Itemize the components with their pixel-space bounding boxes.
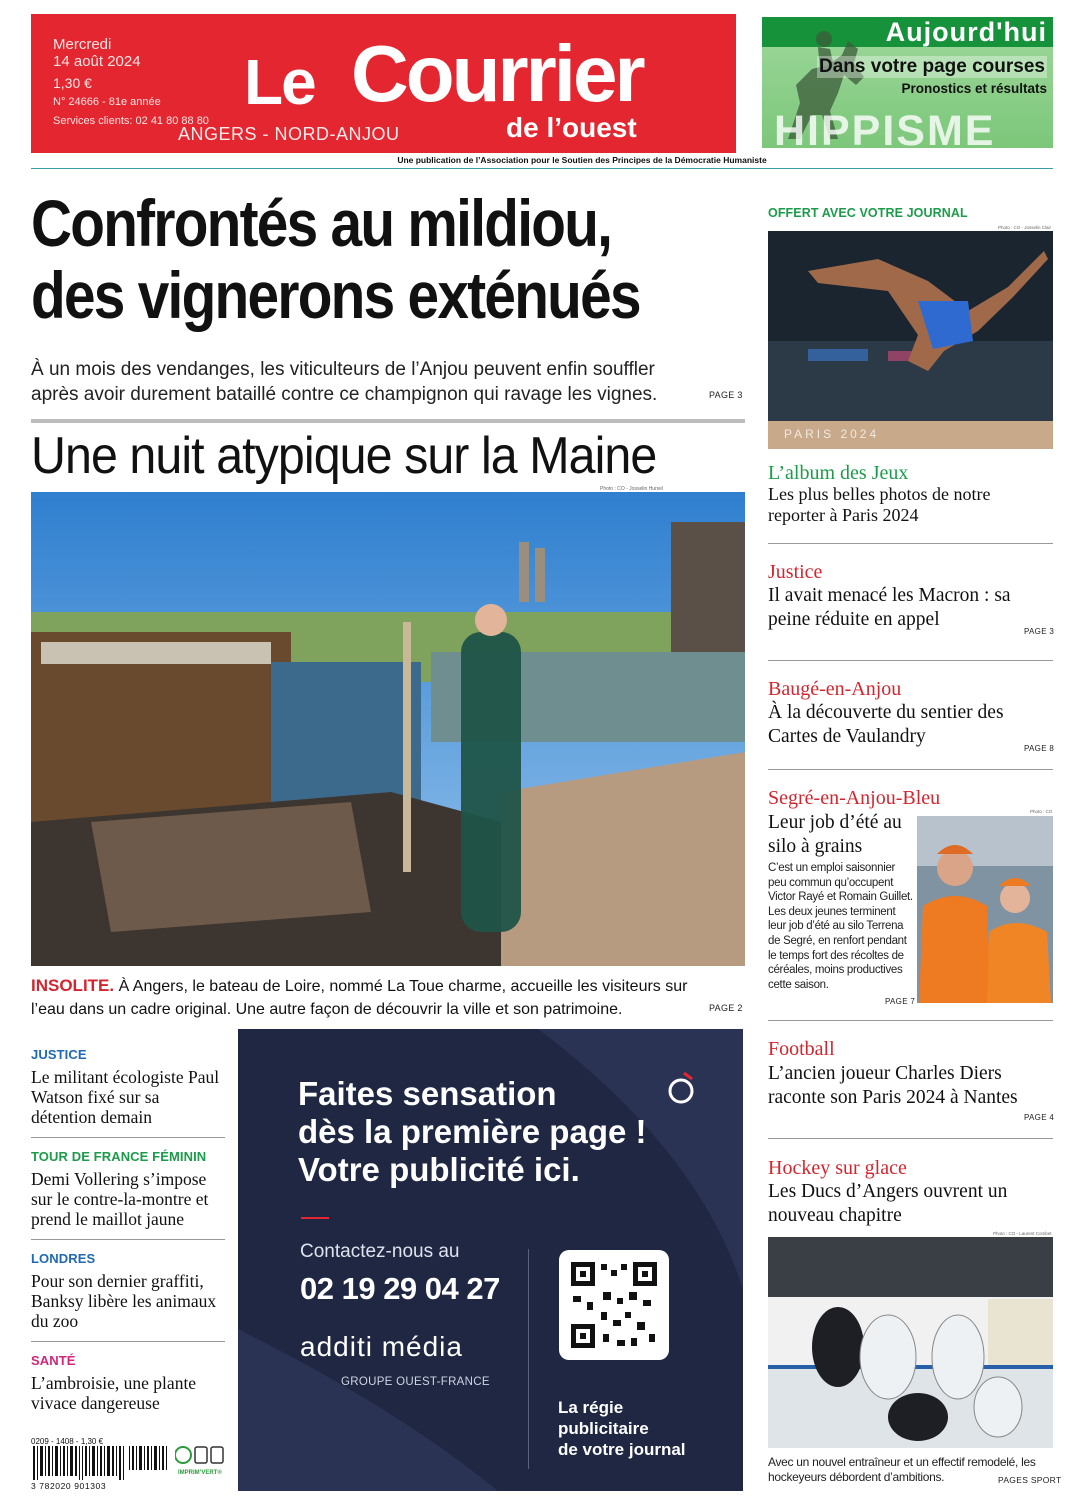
boat-photo-image [31, 492, 745, 966]
brief-text: Le militant écologiste Paul Watson fixé sur sa détention demain [31, 1067, 220, 1127]
divider [768, 660, 1053, 661]
brief-kicker: LONDRES [31, 1251, 96, 1266]
ad-qr-label [558, 1397, 686, 1460]
ad-qr-label-line-1: La régie [558, 1398, 624, 1417]
advertisement[interactable] [238, 1029, 743, 1491]
ad-headline-line-2: dès la première page ! [298, 1113, 647, 1150]
barcode-code: 0209 - 1408 - 1,30 € [31, 1437, 104, 1446]
logo-de-l-ouest: de l’ouest [506, 112, 637, 143]
headline-line-2: des vignerons exténués [31, 258, 640, 332]
hockey-page-ref: PAGES SPORT [998, 1475, 1062, 1485]
ad-phone-number[interactable]: 02 19 29 04 27 [300, 1271, 500, 1306]
brief-londres[interactable] [31, 1251, 225, 1331]
brief-tour-de-france[interactable] [31, 1149, 225, 1229]
ad-headline-line-1: Faites sensation [298, 1075, 557, 1112]
segre-body: C’est un emploi saisonnier peu commun qu’occupent Victor Rayé et Romain Guillet. Les deux jeunes terminent leur job d’été au silo Terrena de Segré, en renfort pendant le temps fort des récoltes de céréales, moins productives cette saison. [768, 862, 913, 991]
headline-page-ref: PAGE 3 [709, 390, 743, 400]
promo-big-word: HIPPISME [774, 107, 996, 148]
additi-logo-icon [666, 1071, 698, 1105]
ad-qr-label-line-2: publicitaire [558, 1419, 649, 1438]
silo-workers-image [917, 816, 1053, 1003]
justice-page-ref: PAGE 3 [1024, 627, 1055, 636]
story-caption [31, 974, 721, 1021]
divider [768, 543, 1053, 544]
ad-accent-dash [301, 1217, 329, 1219]
silo-workers-photo[interactable] [917, 816, 1053, 1003]
qr-code[interactable] [559, 1250, 669, 1360]
divider [31, 419, 745, 423]
brief-text: Pour son dernier graffiti, Banksy libère les animaux du zoo [31, 1271, 217, 1331]
album-kicker[interactable]: L’album des Jeux [768, 462, 909, 484]
boat-photo[interactable] [31, 492, 745, 966]
bauge-text: À la découverte du sentier des Cartes de Vaulandry [768, 702, 1004, 747]
football-text: L’ancien joueur Charles Diers raconte son Paris 2024 à Nantes [768, 1063, 1018, 1108]
photo-credit: Photo : CO - Laurent Combet [993, 1231, 1052, 1236]
issue-number: N° 24666 - 81e année [53, 96, 161, 108]
caption-text: À Angers, le bateau de Loire, nommé La Toue charme, accueille les visiteurs sur l’eau dans un cadre original. Une autre façon de découvrir la ville et son patrimoine. [31, 978, 688, 1018]
promo-subtitle: Dans votre page courses [819, 56, 1045, 77]
ad-headline [298, 1075, 646, 1189]
football-page-ref: PAGE 4 [1024, 1113, 1055, 1122]
qr-code-icon [559, 1250, 669, 1360]
logo-le: Le [244, 46, 315, 118]
brief-kicker: SANTÉ [31, 1353, 76, 1368]
album-text: Les plus belles photos de notre reporter à Paris 2024 [768, 484, 991, 525]
segre-kicker[interactable]: Segré-en-Anjou-Bleu [768, 787, 941, 809]
hippisme-promo[interactable] [762, 17, 1053, 148]
gymnast-photo-image [768, 231, 1053, 449]
story-title[interactable]: Une nuit atypique sur la Maine [31, 427, 657, 485]
segre-title: Leur job d’été au silo à grains [768, 812, 902, 857]
brief-text: Demi Vollering s’impose sur le contre-la-montre et prend le maillot jaune [31, 1169, 209, 1229]
offert-label: OFFERT AVEC VOTRE JOURNAL [768, 206, 968, 220]
brief-kicker: JUSTICE [31, 1047, 87, 1062]
ad-brand: additi média [300, 1331, 463, 1362]
barcode [31, 1446, 171, 1480]
photo-credit: Photo : CO - Josselin Hursel [600, 486, 664, 492]
hockey-kicker[interactable]: Hockey sur glace [768, 1157, 907, 1179]
justice-kicker[interactable]: Justice [768, 561, 823, 583]
paris-2024-watermark: PARIS 2024 [784, 427, 880, 441]
segre-page-ref: PAGE 7 [885, 997, 916, 1006]
brief-kicker: TOUR DE FRANCE FÉMININ [31, 1149, 207, 1164]
barcode-digits: 3 782020 901303 [31, 1481, 107, 1491]
issue-date: 14 août 2024 [53, 53, 141, 70]
football-kicker[interactable]: Football [768, 1038, 835, 1060]
ad-contact-label: Contactez-nous au [300, 1241, 460, 1262]
caption-kicker: INSOLITE. [31, 976, 115, 995]
story-page-ref: PAGE 2 [709, 1003, 743, 1013]
customer-service: Services clients: 02 41 80 88 80 [53, 115, 209, 127]
ad-qr-label-line-3: de votre journal [558, 1440, 686, 1459]
brief-justice[interactable] [31, 1047, 225, 1127]
hockey-photo-image [768, 1237, 1053, 1448]
divider [31, 1239, 225, 1240]
ad-group: GROUPE OUEST-FRANCE [341, 1376, 490, 1388]
headline-line-1: Confrontés au mildiou, [31, 186, 612, 260]
divider [768, 769, 1053, 770]
photo-credit: Photo : CO [1030, 809, 1053, 814]
divider [768, 1020, 1053, 1021]
brief-text: L’ambroisie, une plante vivace dangereuse [31, 1373, 197, 1413]
edition-name: ANGERS - NORD-ANJOU [178, 124, 400, 144]
bauge-kicker[interactable]: Baugé-en-Anjou [768, 678, 902, 700]
ad-divider [528, 1249, 529, 1469]
ad-headline-line-3: Votre publicité ici. [298, 1151, 580, 1188]
divider [31, 1137, 225, 1138]
brief-sante[interactable] [31, 1353, 225, 1413]
divider [768, 1138, 1053, 1139]
headline-standfirst: À un mois des vendanges, les viticulteurs de l’Anjou peuvent enfin souffler après avoir durement bataillé contre ce champignon qui ravage les vignes. [31, 359, 658, 405]
issue-day: Mercredi [53, 36, 112, 53]
bauge-page-ref: PAGE 8 [1024, 744, 1055, 753]
promo-subtitle-2: Pronostics et résultats [901, 81, 1047, 96]
logo-courrier: Courrier [351, 29, 643, 118]
imprim-vert-label: IMPRIM’VERT® [178, 1470, 222, 1476]
masthead[interactable] [31, 14, 736, 153]
hockey-caption: Avec un nouvel entraîneur et un effectif remodelé, les hockeyeurs débordent d’ambitions. [768, 1455, 1036, 1484]
main-headline[interactable] [31, 187, 647, 331]
photo-credit: Photo : CO - Josselin Clair [998, 225, 1052, 230]
promo-title: Aujourd'hui [885, 17, 1047, 47]
hockey-photo[interactable] [768, 1237, 1053, 1448]
divider [31, 1341, 225, 1342]
justice-text: Il avait menacé les Macron : sa peine réduite en appel [768, 585, 1011, 630]
issue-price: 1,30 € [53, 75, 92, 91]
gymnast-photo[interactable] [768, 231, 1053, 449]
publisher-line: Une publication de l’Association pour le Soutien des Principes de la Démocratie Humaniste [31, 155, 1053, 169]
recycling-icons [175, 1444, 225, 1466]
hockey-text: Les Ducs d’Angers ouvrent un nouveau chapitre [768, 1181, 1008, 1226]
